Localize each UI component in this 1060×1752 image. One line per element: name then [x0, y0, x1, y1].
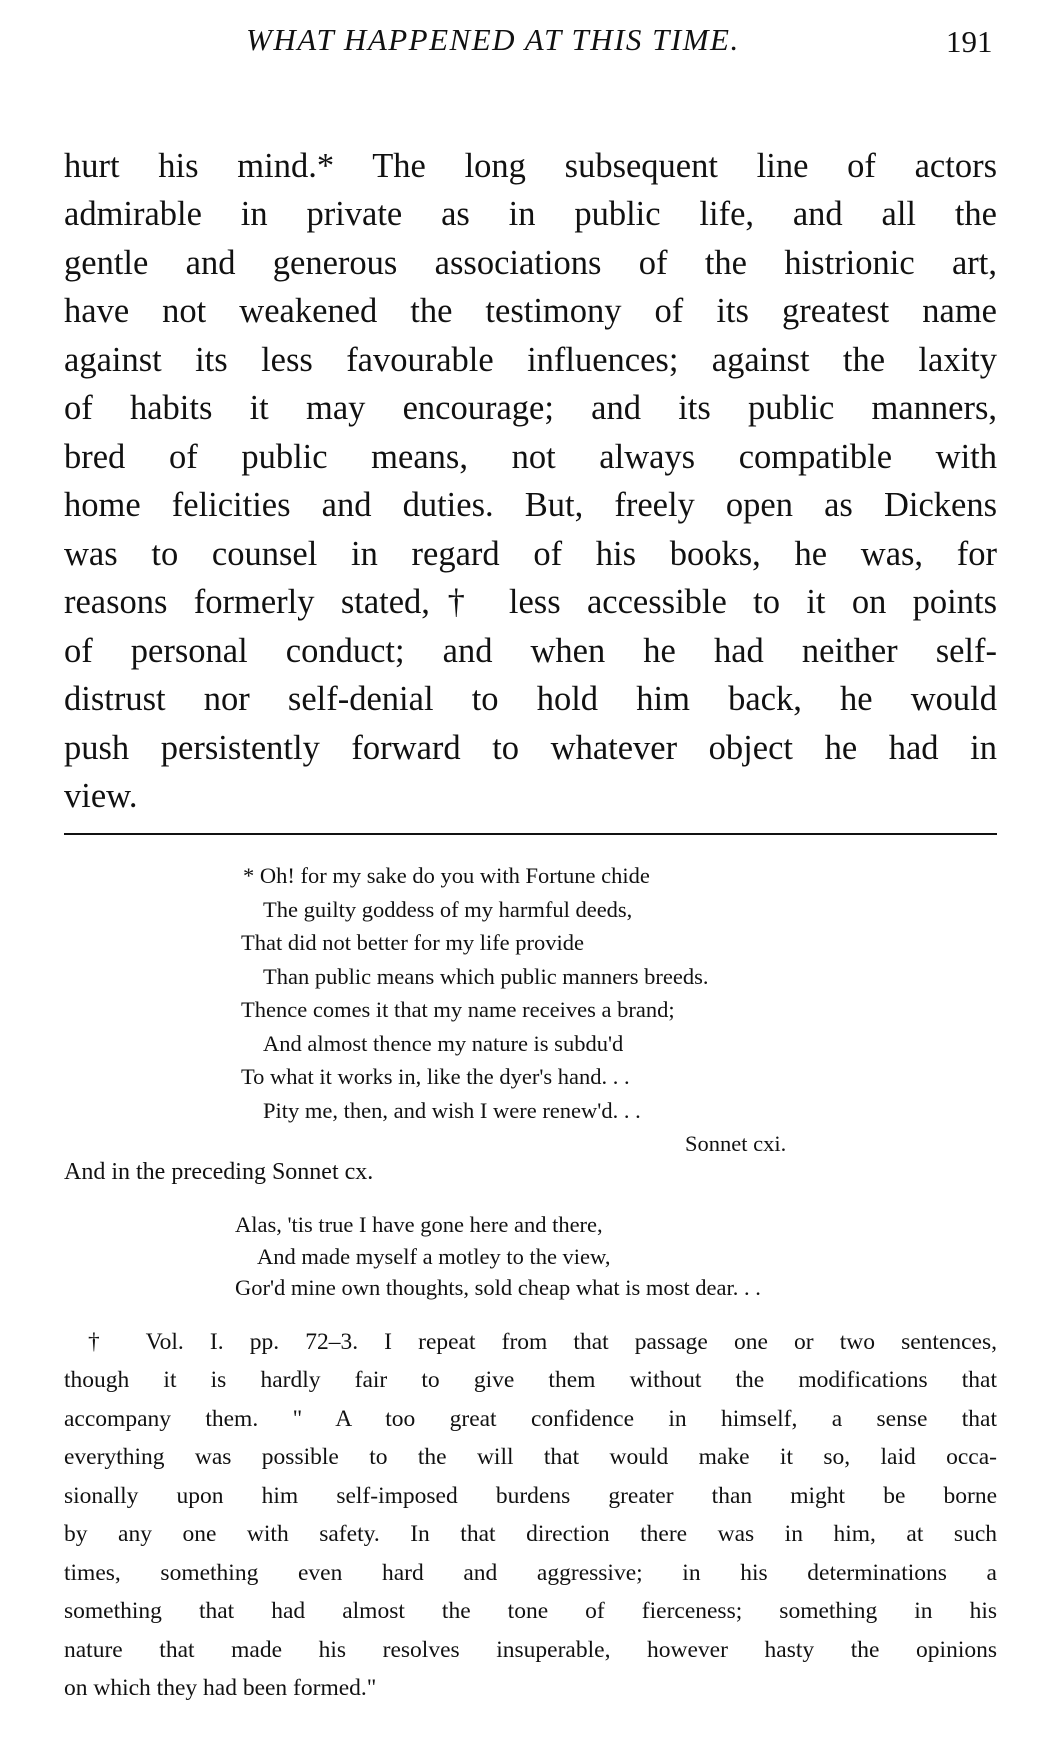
body-line: gentle and generous associations of the histrionic art, — [64, 244, 997, 282]
poem-line: * Oh! for my sake do you with Fortune chide — [243, 863, 650, 888]
body-line: home felicities and duties. But, freely open as Dickens — [64, 486, 997, 524]
footnote-line: times, something even hard and aggressive; in his determinations a — [64, 1560, 997, 1586]
footnote-line: by any one with safety. In that direction there was in him, at such — [64, 1521, 997, 1547]
body-line: admirable in private as in public life, and all the — [64, 195, 997, 233]
body-line: hurt his mind.* The long subsequent line of actors — [64, 147, 997, 185]
poem-line: And almost thence my nature is subdu'd — [263, 1031, 624, 1056]
body-line: of habits it may encourage; and its public manners, — [64, 389, 997, 427]
page-number: 191 — [946, 24, 993, 59]
body-line: was to counsel in regard of his books, he was, for — [64, 535, 997, 573]
poem-line: Pity me, then, and wish I were renew'd. . . — [263, 1098, 641, 1123]
poem-line: That did not better for my life provide — [241, 930, 585, 955]
footnote-line: † Vol. I. pp. 72–3. I repeat from that passage one or two sentences, — [88, 1329, 997, 1355]
poem-line: The guilty goddess of my harmful deeds, — [263, 897, 633, 922]
footnote-line: on which they had been formed." — [64, 1675, 377, 1701]
body-line: distrust nor self-denial to hold him back, he would — [64, 680, 997, 718]
footnote-line: sionally upon him self-imposed burdens greater than might be borne — [64, 1483, 997, 1509]
body-line: against its less favourable influences; against the laxity — [64, 341, 997, 379]
body-line: have not weakened the testimony of its greatest name — [64, 292, 997, 330]
body-line: bred of public means, not always compatible with — [64, 438, 997, 476]
poem-line: Gor'd mine own thoughts, sold cheap what is most dear. . . — [235, 1275, 761, 1300]
poem-line: To what it works in, like the dyer's hand. . . — [241, 1064, 630, 1089]
body-line: push persistently forward to whatever object he had in — [64, 729, 997, 767]
footnote-intro: And in the preceding Sonnet cx. — [64, 1159, 374, 1185]
footnote-line: accompany them. " A too great confidence in himself, a sense that — [64, 1406, 997, 1432]
running-title: WHAT HAPPENED AT THIS TIME. — [246, 22, 740, 57]
footnote-line: nature that made his resolves insuperable, however hasty the opinions — [64, 1637, 997, 1663]
poem-line: Alas, 'tis true I have gone here and there, — [235, 1212, 603, 1237]
footnote-line: something that had almost the tone of fierceness; something in his — [64, 1598, 997, 1624]
footnote-divider — [64, 833, 997, 835]
poem-attribution: Sonnet cxi. — [685, 1131, 787, 1156]
body-line: of personal conduct; and when he had neither self- — [64, 632, 997, 670]
footnote-line: everything was possible to the will that would make it so, laid occa- — [64, 1444, 997, 1470]
body-line: reasons formerly stated,† less accessible to it on points — [64, 583, 997, 621]
body-line: view. — [64, 777, 138, 815]
poem-line: Thence comes it that my name receives a brand; — [241, 997, 675, 1022]
poem-line: Than public means which public manners breeds. — [263, 964, 709, 989]
footnote-line: though it is hardly fair to give them without the modifications that — [64, 1367, 997, 1393]
poem-line: And made myself a motley to the view, — [257, 1244, 611, 1269]
